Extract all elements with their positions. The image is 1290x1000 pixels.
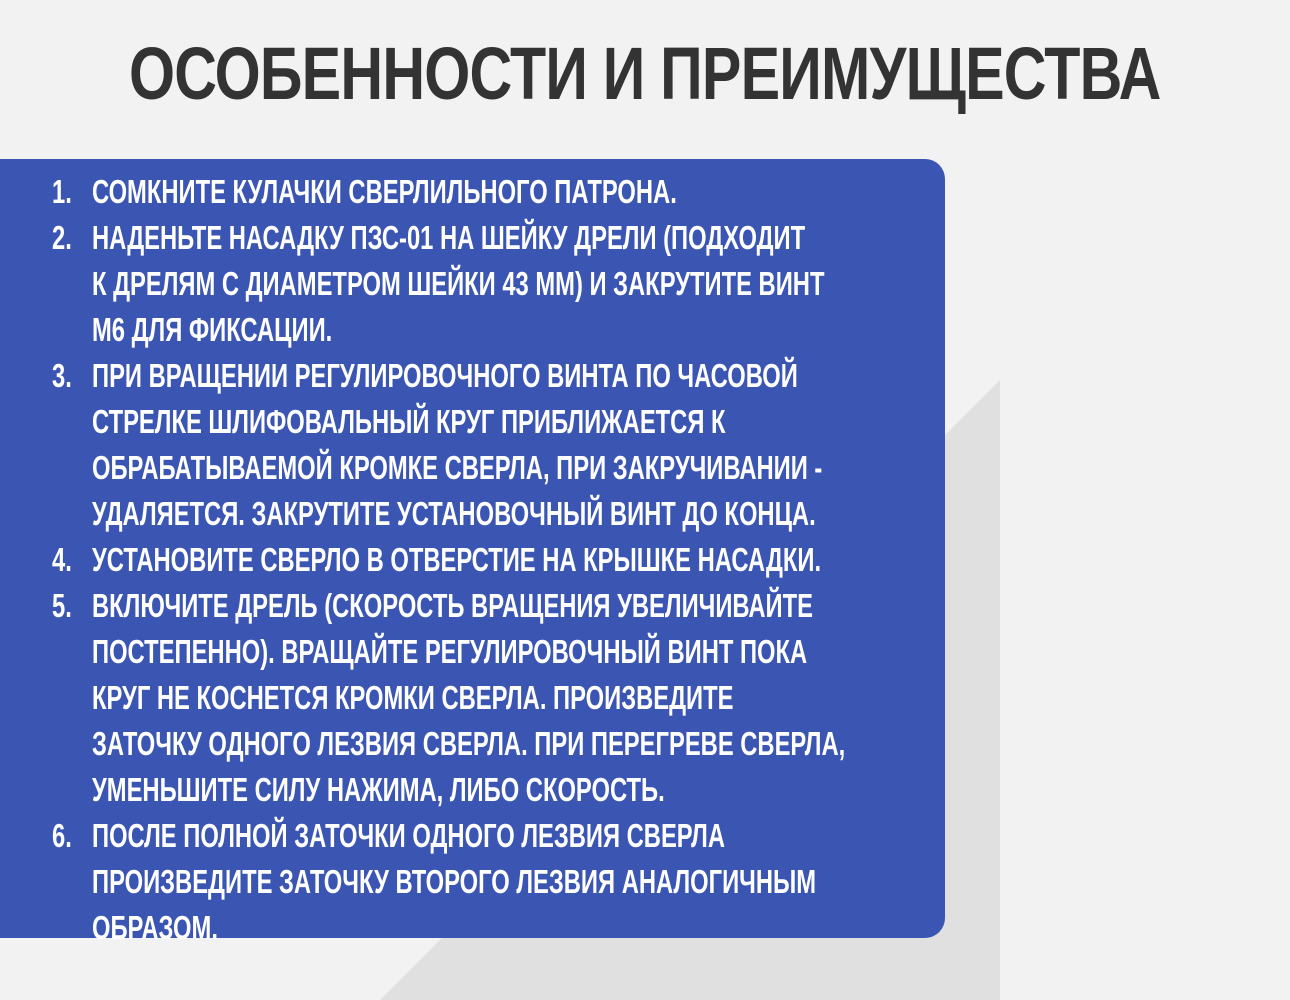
step-text-line: УДАЛЯЕТСЯ. ЗАКРУТИТЕ УСТАНОВОЧНЫЙ ВИНТ ДО КОНЦА. [92, 495, 816, 532]
step-text [92, 583, 1192, 813]
step-text-line: ПОСЛЕ ПОЛНОЙ ЗАТОЧКИ ОДНОГО ЛЕЗВИЯ СВЕРЛА [92, 817, 725, 854]
step-text [92, 215, 1192, 353]
page-title-text: ОСОБЕННОСТИ И ПРЕИМУЩЕСТВА [128, 32, 1161, 115]
instruction-step [52, 169, 952, 215]
step-text-line: ЗАТОЧКУ ОДНОГО ЛЕЗВИЯ СВЕРЛА. ПРИ ПЕРЕГРЕВЕ СВЕРЛА, [92, 725, 846, 762]
instruction-step [52, 537, 952, 583]
step-text-line: УСТАНОВИТЕ СВЕРЛО В ОТВЕРСТИЕ НА КРЫШКЕ НАСАДКИ. [92, 541, 822, 578]
step-text-line: СОМКНИТЕ КУЛАЧКИ СВЕРЛИЛЬНОГО ПАТРОНА. [92, 173, 677, 210]
step-text-line: КРУГ НЕ КОСНЕТСЯ КРОМКИ СВЕРЛА. ПРОИЗВЕДИТЕ [92, 679, 734, 716]
step-text-line: М6 ДЛЯ ФИКСАЦИИ. [92, 311, 333, 348]
step-text-line: ВКЛЮЧИТЕ ДРЕЛЬ (СКОРОСТЬ ВРАЩЕНИЯ УВЕЛИЧИВАЙТЕ [92, 587, 814, 624]
step-text-line: СТРЕЛКЕ ШЛИФОВАЛЬНЫЙ КРУГ ПРИБЛИЖАЕТСЯ К [92, 403, 726, 440]
instruction-step [52, 215, 952, 353]
step-number: 1. [52, 173, 72, 210]
page-title [0, 28, 1161, 120]
step-text-line: ПРОИЗВЕДИТЕ ЗАТОЧКУ ВТОРОГО ЛЕЗВИЯ АНАЛОГИЧНЫМ [92, 863, 817, 900]
step-text-line: ПОСТЕПЕННО). ВРАЩАЙТЕ РЕГУЛИРОВОЧНЫЙ ВИНТ ПОКА [92, 633, 808, 670]
step-number: 3. [52, 357, 72, 394]
step-number: 2. [52, 219, 72, 256]
step-text [92, 353, 1192, 537]
step-text-line: ОБРАБАТЫВАЕМОЙ КРОМКЕ СВЕРЛА, ПРИ ЗАКРУЧИВАНИИ - [92, 449, 823, 486]
instruction-step [52, 813, 952, 951]
step-text [92, 537, 1192, 583]
step-text-line: НАДЕНЬТЕ НАСАДКУ ПЗС-01 НА ШЕЙКУ ДРЕЛИ (ПОДХОДИТ [92, 219, 806, 256]
step-text-line: УМЕНЬШИТЕ СИЛУ НАЖИМА, ЛИБО СКОРОСТЬ. [92, 771, 665, 808]
step-number: 5. [52, 587, 72, 624]
instruction-step [52, 583, 952, 813]
step-text-line: ПРИ ВРАЩЕНИИ РЕГУЛИРОВОЧНОГО ВИНТА ПО ЧАСОВОЙ [92, 357, 798, 394]
instruction-steps-list [52, 169, 952, 951]
step-number: 4. [52, 541, 72, 578]
step-number: 6. [52, 817, 72, 854]
step-text [92, 813, 1192, 951]
step-text-line: К ДРЕЛЯМ С ДИАМЕТРОМ ШЕЙКИ 43 ММ) И ЗАКРУТИТЕ ВИНТ [92, 265, 825, 302]
step-text [92, 169, 1192, 215]
instruction-step [52, 353, 952, 537]
step-text-line: ОБРАЗОМ. [92, 909, 218, 946]
